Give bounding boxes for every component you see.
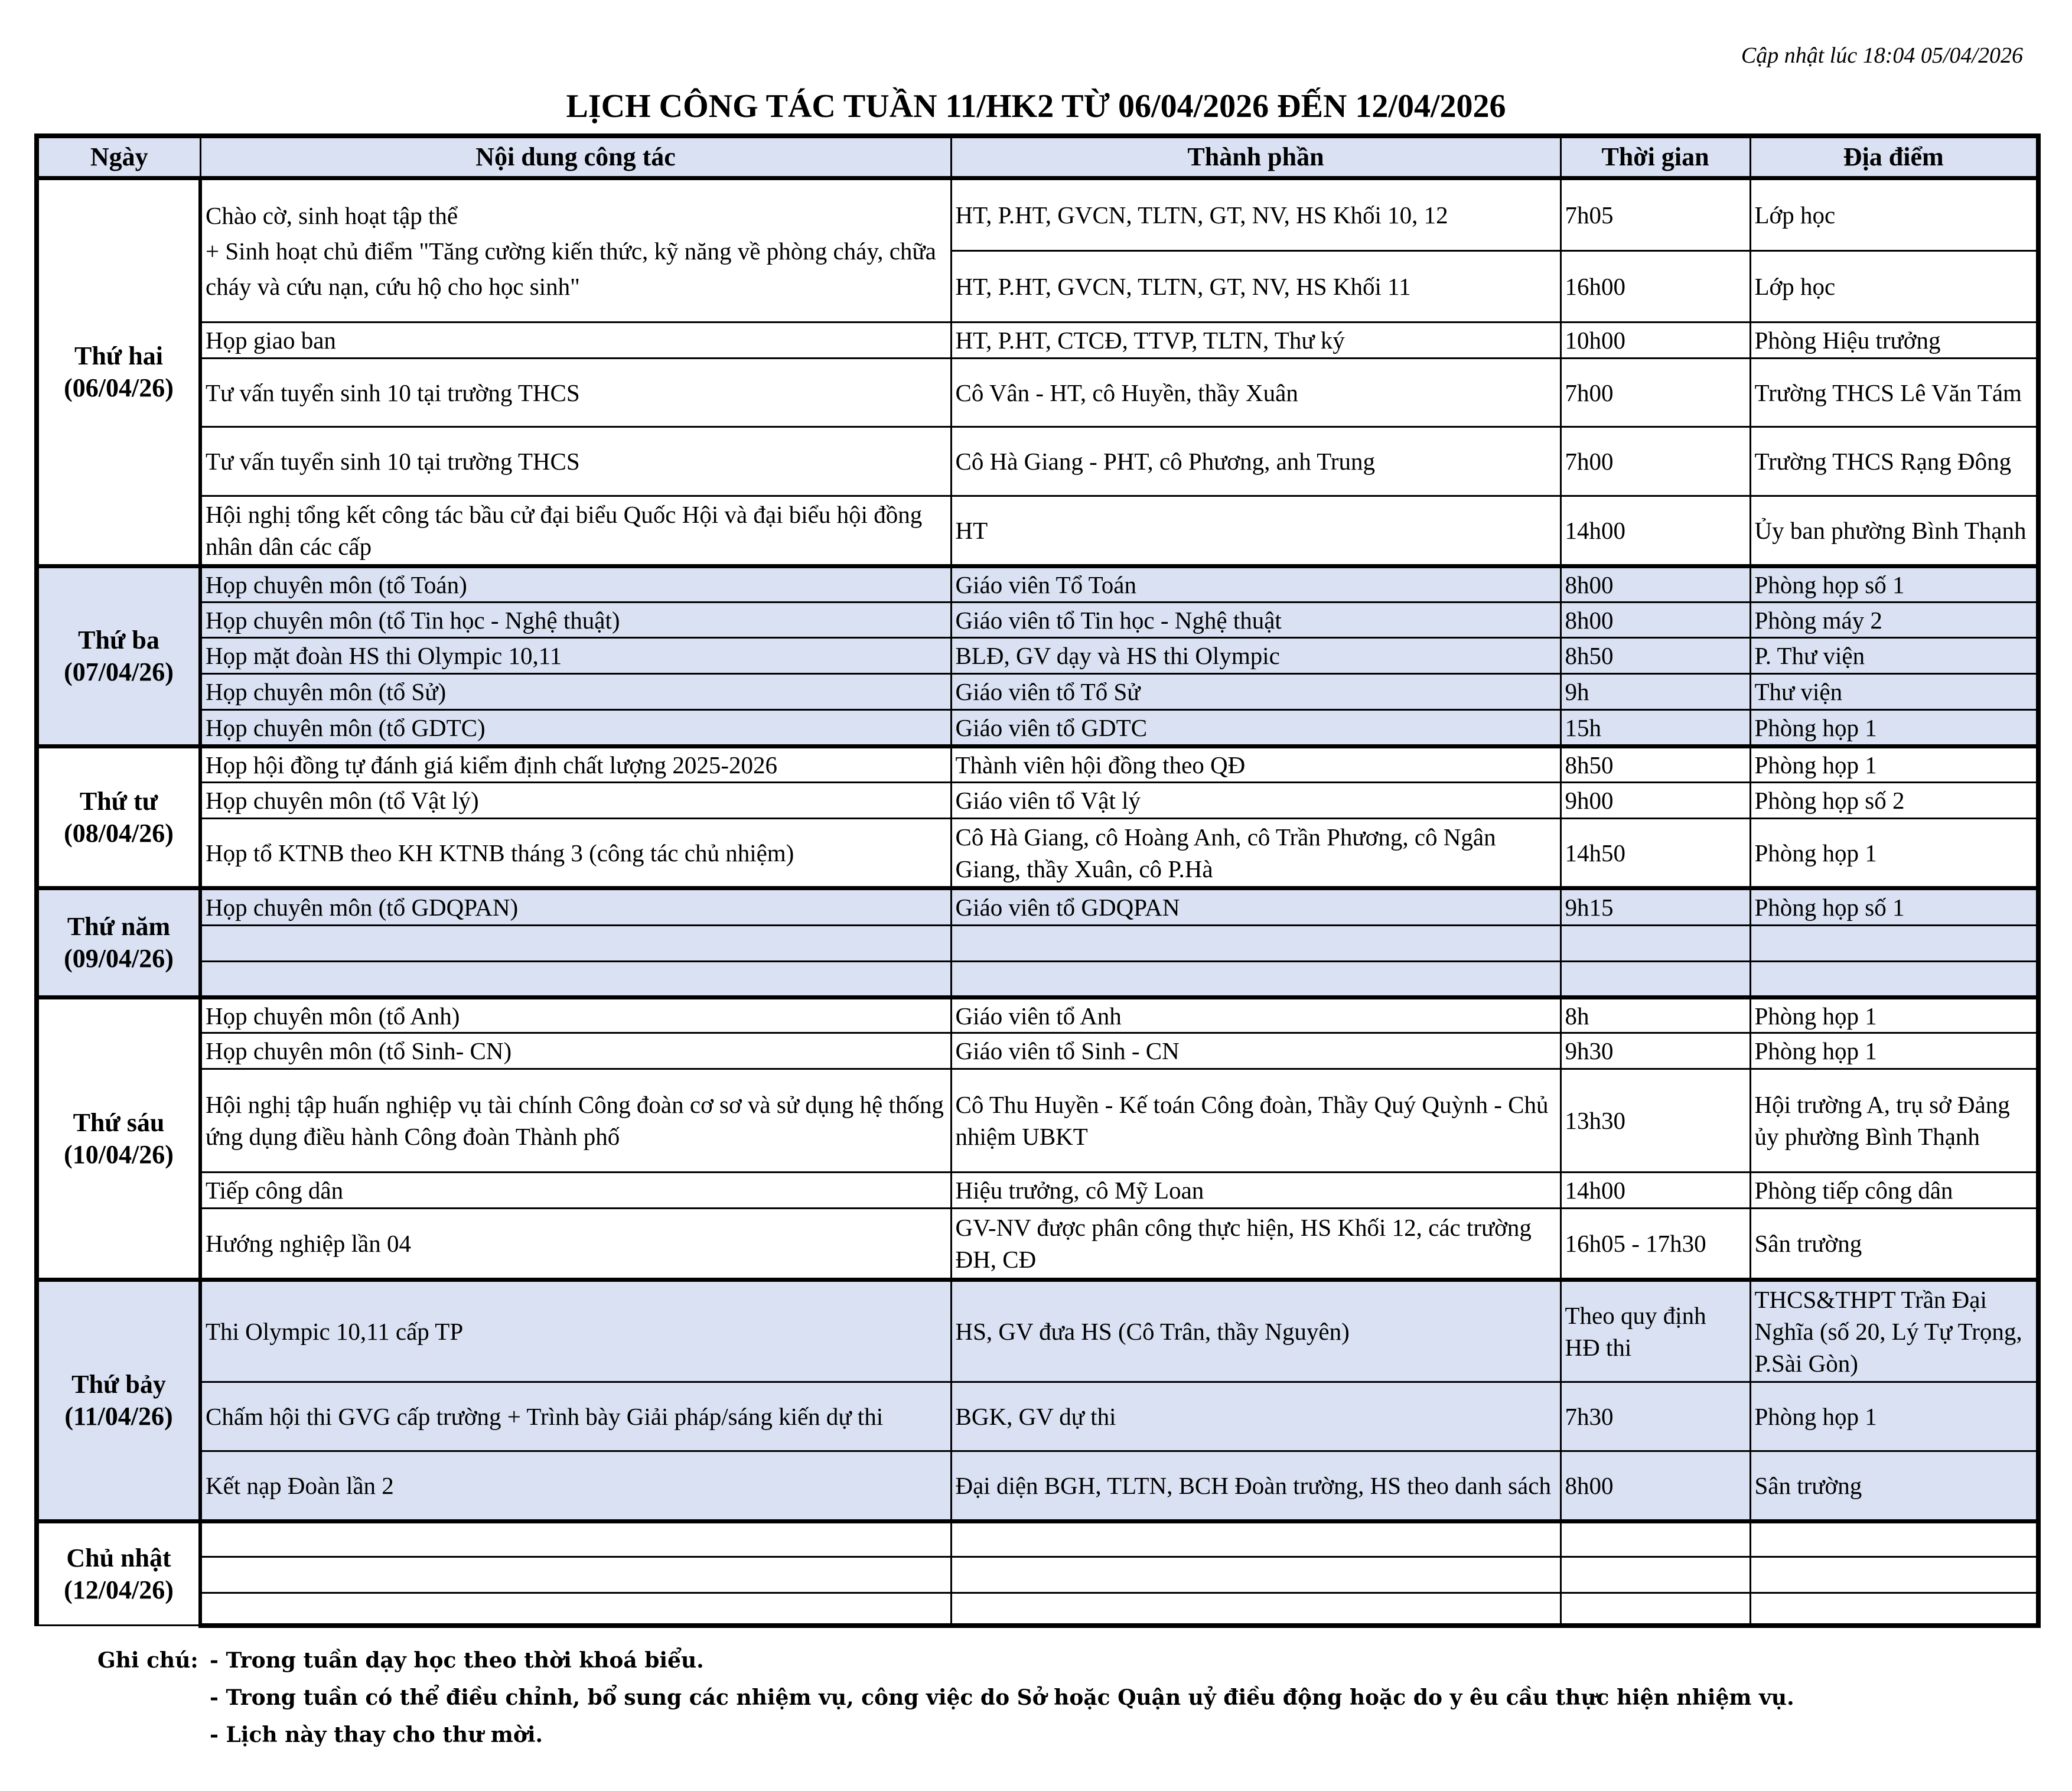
note-line: - Lịch này thay cho thư mời.	[210, 1722, 543, 1747]
table-row	[37, 674, 2038, 710]
participants-cell: Hiệu trưởng, cô Mỹ Loan	[951, 1173, 1560, 1209]
day-name: Chủ nhật	[66, 1543, 171, 1572]
content-cell: Hội nghị tổng kết công tác bầu cử đại biểu Quốc Hội và đại biểu hội đồng nhân dân các cấp	[200, 496, 951, 566]
time-cell	[1560, 1522, 1750, 1557]
table-row	[37, 783, 2038, 819]
place-cell	[1750, 962, 2038, 998]
place-cell: Trường THCS Lê Văn Tám	[1750, 359, 2038, 427]
place-cell: Phòng Hiệu trưởng	[1750, 323, 2038, 359]
time-cell: 7h05	[1560, 178, 1750, 251]
time-cell: Theo quy định HĐ thi	[1560, 1280, 1750, 1382]
time-cell	[1560, 1593, 1750, 1626]
participants-cell: Giáo viên tổ Vật lý	[951, 783, 1560, 819]
place-cell: Phòng họp 1	[1750, 998, 2038, 1033]
content-cell	[200, 1522, 951, 1557]
participants-cell	[951, 1557, 1560, 1593]
place-cell	[1750, 1557, 2038, 1593]
table-row	[37, 1173, 2038, 1209]
content-cell: Họp chuyên môn (tổ Sinh- CN)	[200, 1033, 951, 1069]
schedule-table	[34, 133, 2041, 1628]
content-cell: Họp chuyên môn (tổ Vật lý)	[200, 783, 951, 819]
header-content: Nội dung công tác	[200, 136, 951, 178]
place-cell: Sân trường	[1750, 1451, 2038, 1522]
content-cell: Họp chuyên môn (tổ Sử)	[200, 674, 951, 710]
participants-cell: HT, P.HT, CTCĐ, TTVP, TLTN, Thư ký	[951, 323, 1560, 359]
table-row	[37, 359, 2038, 427]
day-cell	[37, 566, 200, 747]
participants-cell: HS, GV đưa HS (Cô Trân, thầy Nguyên)	[951, 1280, 1560, 1382]
day-name: Thứ tư	[79, 786, 158, 816]
time-cell: 14h50	[1560, 819, 1750, 888]
participants-cell	[951, 1522, 1560, 1557]
participants-cell: GV-NV được phân công thực hiện, HS Khối 12, các trường ĐH, CĐ	[951, 1209, 1560, 1280]
time-cell: 16h05 - 17h30	[1560, 1209, 1750, 1280]
day-cell	[37, 888, 200, 998]
day-name: Thứ bảy	[71, 1370, 166, 1399]
day-date: (12/04/26)	[64, 1575, 174, 1604]
table-row	[37, 1593, 2038, 1626]
content-cell	[200, 962, 951, 998]
content-cell: Họp giao ban	[200, 323, 951, 359]
updated-timestamp: Cập nhật lúc 18:04 05/04/2026	[1741, 43, 2023, 68]
participants-cell	[951, 1593, 1560, 1626]
content-cell: Tiếp công dân	[200, 1173, 951, 1209]
participants-cell: Giáo viên Tổ Toán	[951, 566, 1560, 603]
table-row	[37, 819, 2038, 888]
place-cell: Phòng họp 1	[1750, 747, 2038, 783]
participants-cell: Giáo viên tổ Sinh - CN	[951, 1033, 1560, 1069]
place-cell	[1750, 1522, 2038, 1557]
table-row	[37, 1522, 2038, 1557]
content-cell: Họp chuyên môn (tổ GDQPAN)	[200, 888, 951, 926]
content-cell: Chào cờ, sinh hoạt tập thể + Sinh hoạt chủ điểm "Tăng cường kiến thức, kỹ năng về phòng cháy, chữa cháy và cứu nạn, cứu hộ cho học sinh"	[200, 178, 951, 323]
time-cell: 14h00	[1560, 496, 1750, 566]
place-cell: Phòng họp số 1	[1750, 566, 2038, 603]
table-row	[37, 926, 2038, 962]
day-cell	[37, 1522, 200, 1626]
participants-cell	[951, 962, 1560, 998]
time-cell: 7h30	[1560, 1382, 1750, 1451]
time-cell: 9h	[1560, 674, 1750, 710]
note-line: - Trong tuần có thể điều chỉnh, bổ sung các nhiệm vụ, công việc do Sở hoặc Quận uỷ điều động hoặc do y êu cầu thực hiện nhiệm vụ.	[210, 1685, 1794, 1710]
time-cell: 9h30	[1560, 1033, 1750, 1069]
content-cell: Hướng nghiệp lần 04	[200, 1209, 951, 1280]
time-cell	[1560, 926, 1750, 962]
content-cell	[200, 1557, 951, 1593]
place-cell: Sân trường	[1750, 1209, 2038, 1280]
content-cell: Họp hội đồng tự đánh giá kiểm định chất lượng 2025-2026	[200, 747, 951, 783]
table-row	[37, 1033, 2038, 1069]
time-cell: 9h00	[1560, 783, 1750, 819]
table-row	[37, 566, 2038, 603]
table-row	[37, 1280, 2038, 1382]
day-cell	[37, 1280, 200, 1522]
time-cell: 16h00	[1560, 251, 1750, 323]
place-cell: P. Thư viện	[1750, 638, 2038, 674]
table-row	[37, 178, 2038, 251]
day-cell	[37, 747, 200, 888]
time-cell: 8h	[1560, 998, 1750, 1033]
place-cell: Phòng họp 1	[1750, 1033, 2038, 1069]
participants-cell: Giáo viên tổ Tin học - Nghệ thuật	[951, 603, 1560, 638]
content-cell: Hội nghị tập huấn nghiệp vụ tài chính Công đoàn cơ sơ và sử dụng hệ thống ứng dụng điều hành Công đoàn Thành phố	[200, 1069, 951, 1173]
table-row	[37, 1557, 2038, 1593]
table-row	[37, 1382, 2038, 1451]
day-cell	[37, 178, 200, 566]
place-cell: THCS&THPT Trần Đại Nghĩa (số 20, Lý Tự Trọng, P.Sài Gòn)	[1750, 1280, 2038, 1382]
table-row	[37, 323, 2038, 359]
place-cell: Phòng máy 2	[1750, 603, 2038, 638]
content-cell	[200, 926, 951, 962]
place-cell	[1750, 1593, 2038, 1626]
participants-cell: Giáo viên tổ Anh	[951, 998, 1560, 1033]
time-cell: 13h30	[1560, 1069, 1750, 1173]
day-date: (09/04/26)	[64, 944, 174, 973]
table-row	[37, 496, 2038, 566]
day-date: (11/04/26)	[64, 1402, 173, 1431]
content-cell: Họp chuyên môn (tổ Toán)	[200, 566, 951, 603]
table-row	[37, 962, 2038, 998]
participants-cell	[951, 926, 1560, 962]
time-cell: 7h00	[1560, 359, 1750, 427]
participants-cell: Cô Thu Huyền - Kế toán Công đoàn, Thầy Quý Quỳnh - Chủ nhiệm UBKT	[951, 1069, 1560, 1173]
table-row	[37, 998, 2038, 1033]
table-row	[37, 603, 2038, 638]
place-cell	[1750, 926, 2038, 962]
place-cell: Trường THCS Rạng Đông	[1750, 427, 2038, 496]
place-cell: Thư viện	[1750, 674, 2038, 710]
time-cell: 8h00	[1560, 1451, 1750, 1522]
header-participants: Thành phần	[951, 136, 1560, 178]
schedule-body	[37, 178, 2038, 1626]
participants-cell: Cô Hà Giang - PHT, cô Phương, anh Trung	[951, 427, 1560, 496]
place-cell: Lớp học	[1750, 178, 2038, 251]
participants-cell: BLĐ, GV dạy và HS thi Olympic	[951, 638, 1560, 674]
table-row	[37, 747, 2038, 783]
place-cell: Phòng họp số 1	[1750, 888, 2038, 926]
day-date: (08/04/26)	[64, 818, 174, 848]
time-cell: 8h50	[1560, 638, 1750, 674]
content-cell: Họp mặt đoàn HS thi Olympic 10,11	[200, 638, 951, 674]
day-name: Thứ sáu	[73, 1108, 165, 1137]
day-date: (10/04/26)	[64, 1139, 174, 1169]
participants-cell: Cô Hà Giang, cô Hoàng Anh, cô Trần Phương, cô Ngân Giang, thầy Xuân, cô P.Hà	[951, 819, 1560, 888]
participants-cell: HT, P.HT, GVCN, TLTN, GT, NV, HS Khối 11	[951, 251, 1560, 323]
table-row	[37, 1451, 2038, 1522]
place-cell: Phòng họp 1	[1750, 1382, 2038, 1451]
place-cell: Phòng họp số 2	[1750, 783, 2038, 819]
place-cell: Ủy ban phường Bình Thạnh	[1750, 496, 2038, 566]
header-day: Ngày	[37, 136, 200, 178]
participants-cell: Giáo viên tổ GDQPAN	[951, 888, 1560, 926]
table-row	[37, 1069, 2038, 1173]
content-cell: Họp chuyên môn (tổ Tin học - Nghệ thuật)	[200, 603, 951, 638]
content-cell: Họp chuyên môn (tổ Anh)	[200, 998, 951, 1033]
time-cell: 14h00	[1560, 1173, 1750, 1209]
place-cell: Phòng tiếp công dân	[1750, 1173, 2038, 1209]
day-date: (06/04/26)	[64, 373, 174, 402]
time-cell: 9h15	[1560, 888, 1750, 926]
participants-cell: HT	[951, 496, 1560, 566]
time-cell	[1560, 962, 1750, 998]
header-time: Thời gian	[1560, 136, 1750, 178]
place-cell: Phòng họp 1	[1750, 819, 2038, 888]
time-cell: 8h50	[1560, 747, 1750, 783]
header-place: Địa điểm	[1750, 136, 2038, 178]
content-cell: Họp tổ KTNB theo KH KTNB tháng 3 (công tác chủ nhiệm)	[200, 819, 951, 888]
content-cell: Kết nạp Đoàn lần 2	[200, 1451, 951, 1522]
note-line: - Trong tuần dạy học theo thời khoá biểu.	[210, 1648, 704, 1673]
place-cell: Phòng họp 1	[1750, 710, 2038, 747]
day-name: Thứ năm	[67, 912, 171, 941]
participants-cell: Thành viên hội đồng theo QĐ	[951, 747, 1560, 783]
day-name: Thứ hai	[74, 341, 163, 370]
time-cell: 15h	[1560, 710, 1750, 747]
day-name: Thứ ba	[78, 626, 159, 654]
participants-cell: HT, P.HT, GVCN, TLTN, GT, NV, HS Khối 10, 12	[951, 178, 1560, 251]
time-cell: 8h00	[1560, 566, 1750, 603]
participants-cell: Giáo viên tổ Tổ Sử	[951, 674, 1560, 710]
place-cell: Hội trường A, trụ sở Đảng ủy phường Bình Thạnh	[1750, 1069, 2038, 1173]
table-header-row	[37, 136, 2038, 178]
time-cell: 8h00	[1560, 603, 1750, 638]
place-cell: Lớp học	[1750, 251, 2038, 323]
table-row	[37, 638, 2038, 674]
page-title: LỊCH CÔNG TÁC TUẦN 11/HK2 TỪ 06/04/2026 ĐẾN 12/04/2026	[566, 88, 1506, 125]
content-cell: Tư vấn tuyển sinh 10 tại trường THCS	[200, 359, 951, 427]
day-cell	[37, 998, 200, 1280]
content-cell: Chấm hội thi GVG cấp trường + Trình bày Giải pháp/sáng kiến dự thi	[200, 1382, 951, 1451]
content-cell: Tư vấn tuyển sinh 10 tại trường THCS	[200, 427, 951, 496]
time-cell	[1560, 1557, 1750, 1593]
participants-cell: Giáo viên tổ GDTC	[951, 710, 1560, 747]
participants-cell: Cô Vân - HT, cô Huyền, thầy Xuân	[951, 359, 1560, 427]
time-cell: 10h00	[1560, 323, 1750, 359]
table-row	[37, 1209, 2038, 1280]
content-cell	[200, 1593, 951, 1626]
notes-label: Ghi chú:	[97, 1648, 198, 1673]
content-cell: Thi Olympic 10,11 cấp TP	[200, 1280, 951, 1382]
table-row	[37, 427, 2038, 496]
content-cell: Họp chuyên môn (tổ GDTC)	[200, 710, 951, 747]
time-cell: 7h00	[1560, 427, 1750, 496]
participants-cell: Đại diện BGH, TLTN, BCH Đoàn trường, HS theo danh sách	[951, 1451, 1560, 1522]
day-date: (07/04/26)	[64, 657, 174, 686]
participants-cell: BGK, GV dự thi	[951, 1382, 1560, 1451]
table-row	[37, 888, 2038, 926]
table-row	[37, 710, 2038, 747]
